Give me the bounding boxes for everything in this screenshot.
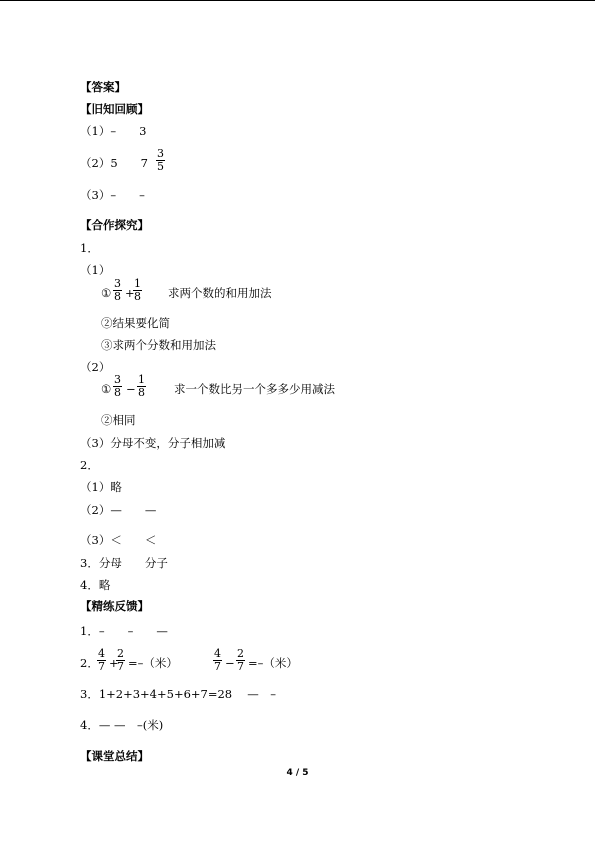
coop-2-part-1: （1）略 bbox=[80, 480, 122, 494]
coop-part-1-item-1-prefix: ① bbox=[101, 286, 112, 300]
coop-part-2-item-2: ②相同 bbox=[101, 413, 136, 427]
coop-part-1: （1） bbox=[80, 263, 111, 277]
fraction-two-sevenths bbox=[236, 648, 245, 673]
fraction-denominator: 8 bbox=[114, 386, 121, 399]
coop-part-1-item-1-text: 求两个数的和用加法 bbox=[168, 286, 272, 300]
fraction-denominator: 7 bbox=[214, 660, 221, 673]
fraction-numerator: 2 bbox=[117, 647, 124, 660]
review-item-1: （1）– 3 bbox=[80, 124, 147, 138]
review-heading: 【旧知回顾】 bbox=[80, 102, 149, 116]
fraction-three-eighths bbox=[113, 374, 122, 399]
practice-heading: 【精练反馈】 bbox=[80, 599, 149, 613]
fraction-numerator: 3 bbox=[114, 277, 121, 290]
fraction-numerator: 1 bbox=[138, 373, 145, 386]
fraction-denominator: 8 bbox=[114, 290, 121, 303]
coop-part-2-item-1-text: 求一个数比另一个多多少用减法 bbox=[174, 382, 335, 396]
coop-part-2-item-1-prefix: ① bbox=[101, 382, 112, 396]
coop-part-3: （3）分母不变，分子相加减 bbox=[80, 436, 226, 450]
minus-operator: − bbox=[126, 382, 136, 396]
coop-heading: 【合作探究】 bbox=[80, 218, 149, 232]
fraction-numerator: 3 bbox=[114, 373, 121, 386]
fraction-denominator: 7 bbox=[237, 660, 244, 673]
practice-item-3: 3．1+2+3+4+5+6+7=28 — – bbox=[80, 687, 277, 701]
practice-item-2-result-1: =–（米） bbox=[128, 656, 178, 670]
practice-item-2-result-2: =–（米） bbox=[248, 656, 298, 670]
answer-heading: 【答案】 bbox=[80, 80, 126, 94]
fraction-denominator: 8 bbox=[134, 290, 141, 303]
plus-operator: + bbox=[125, 286, 135, 300]
fraction-two-sevenths bbox=[116, 648, 125, 673]
coop-number-4: 4．略 bbox=[80, 578, 111, 592]
fraction-numerator: 4 bbox=[214, 647, 221, 660]
coop-part-1-item-2: ②结果要化简 bbox=[101, 316, 170, 330]
fraction-denominator: 7 bbox=[98, 660, 105, 673]
fraction-denominator: 8 bbox=[138, 386, 145, 399]
review-item-2: （2）5 7 bbox=[80, 156, 148, 170]
review-item-2-fraction bbox=[156, 148, 165, 173]
fraction-numerator: 4 bbox=[98, 647, 105, 660]
fraction-numerator: 3 bbox=[157, 147, 164, 160]
coop-number-1: 1． bbox=[80, 241, 99, 255]
fraction-numerator: 1 bbox=[134, 277, 141, 290]
coop-part-2: （2） bbox=[80, 360, 111, 374]
coop-2-part-2: （2）— — bbox=[80, 503, 157, 517]
fraction-three-eighths bbox=[113, 278, 122, 303]
fraction-four-sevenths bbox=[97, 648, 106, 673]
coop-part-1-item-3: ③求两个分数和用加法 bbox=[101, 338, 216, 352]
top-border-line bbox=[0, 0, 595, 1]
practice-item-4: 4．— — –(米) bbox=[80, 718, 164, 732]
review-item-3: （3）– – bbox=[80, 188, 145, 202]
coop-number-2: 2． bbox=[80, 458, 99, 472]
practice-item-1: 1．– – — bbox=[80, 624, 168, 638]
page-number: 4 / 5 bbox=[286, 768, 309, 778]
fraction-one-eighth bbox=[137, 374, 146, 399]
minus-operator: − bbox=[225, 656, 235, 670]
coop-2-part-3: （3）＜ ＜ bbox=[80, 533, 157, 547]
fraction-denominator: 7 bbox=[117, 660, 124, 673]
fraction-numerator: 2 bbox=[237, 647, 244, 660]
coop-number-3: 3．分母 分子 bbox=[80, 556, 168, 570]
summary-heading: 【课堂总结】 bbox=[80, 749, 149, 763]
practice-item-2-prefix: 2． bbox=[80, 656, 99, 670]
plus-operator: + bbox=[109, 656, 119, 670]
fraction-four-sevenths bbox=[213, 648, 222, 673]
fraction-one-eighth bbox=[133, 278, 142, 303]
fraction-denominator: 5 bbox=[157, 160, 164, 173]
